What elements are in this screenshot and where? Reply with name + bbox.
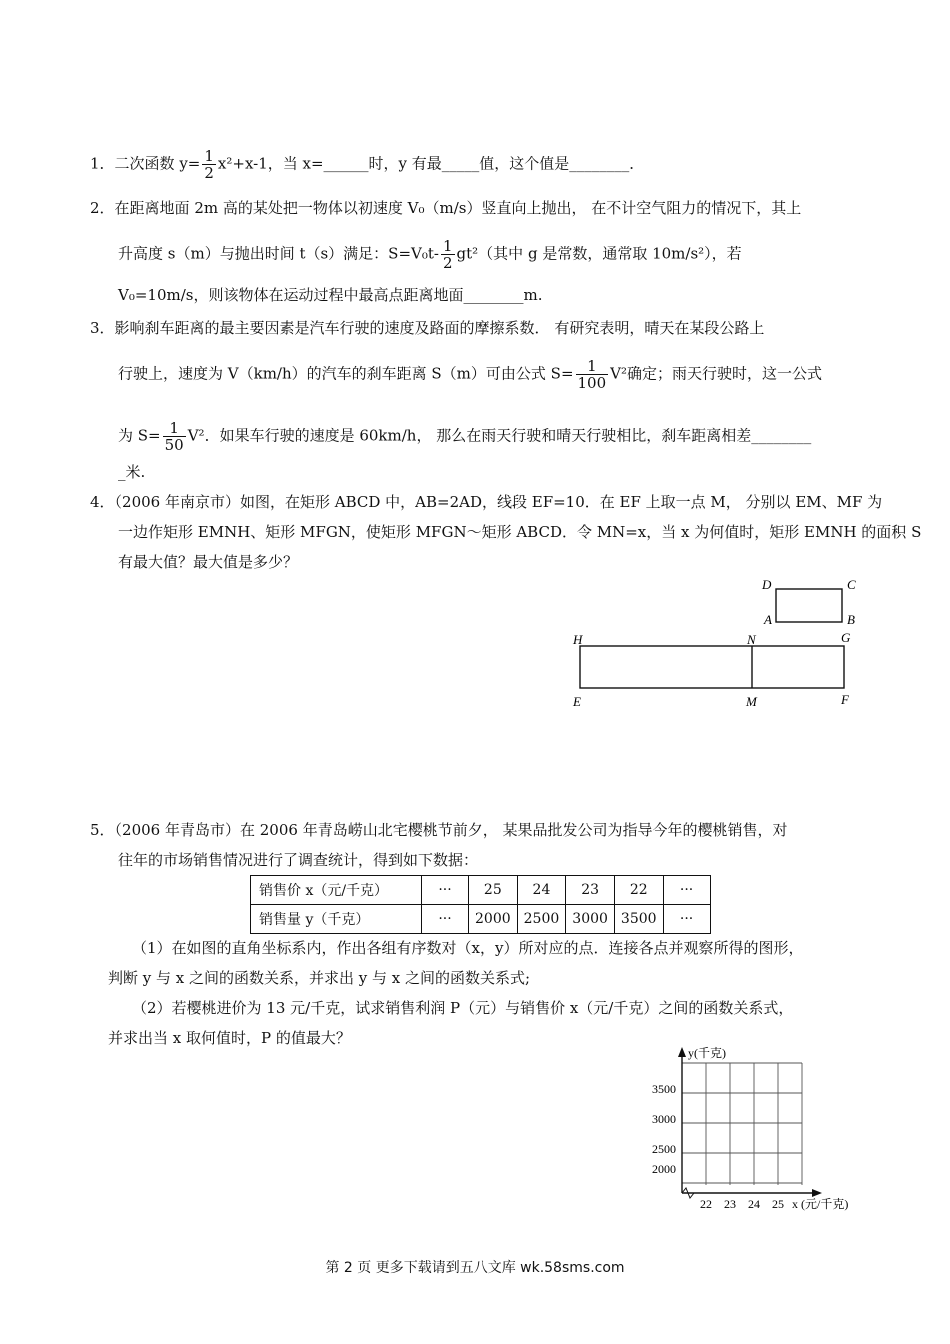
q3-frac2-den: 50 [164, 436, 184, 454]
page-footer: 第 2 页 更多下载请到五八文库 wk.58sms.com [325, 1260, 625, 1276]
q4-line-3 [118, 552, 298, 572]
q3-line-1 [90, 318, 764, 338]
x-axis-arrow-icon [812, 1189, 822, 1197]
q3-line-3 [118, 420, 811, 453]
q5-number: 5． [90, 821, 115, 839]
q3-text-2b: V²确定；雨天行驶时，这一公式 [610, 364, 823, 383]
q5-sub2-line-1 [132, 998, 793, 1018]
y-tick-label: 3000 [652, 1112, 676, 1126]
label-e: E [573, 694, 581, 709]
q2-frac-den: 2 [442, 254, 453, 272]
rect-abcd [776, 589, 842, 622]
q3-line-4 [118, 462, 145, 482]
q2-text-2a: 升高度 s（m）与抛出时间 t（s）满足：S=V₀t- [118, 244, 439, 263]
q1-line [90, 148, 644, 181]
grid-lines [682, 1063, 802, 1185]
q5-sub1-text-1: （1）在如图的直角坐标系内，作出各组有序数对（x，y）所对应的点．连接各点并观察所得的图形， [132, 939, 804, 957]
label-a: A [764, 612, 772, 627]
q5-sub1-text-2: 判断 y 与 x 之间的函数关系，并求出 y 与 x 之间的函数关系式; [108, 969, 531, 987]
q4-line-1 [90, 492, 882, 512]
q5-line-1 [90, 820, 787, 840]
label-f: F [841, 692, 849, 707]
q1-text-b: x²+x-1，当 x=______时，y 有最_____值，这个值是________． [217, 154, 645, 173]
q2-text-2b: gt²（其中 g 是常数，通常取 10m/s²），若 [456, 244, 742, 263]
y-tick-label: 2000 [652, 1162, 676, 1176]
q5-sub2-line-2 [108, 1028, 351, 1048]
table-cell: 2000 [469, 905, 518, 934]
q2-number: 2． [90, 199, 115, 217]
q3-fraction-2 [163, 420, 186, 453]
q3-frac2-num: 1 [163, 420, 186, 437]
q3-frac1-num: 1 [576, 358, 609, 375]
y-axis-label: y(千克) [688, 1046, 726, 1060]
x-tick-label: 22 [700, 1197, 712, 1211]
q4-text-2: 一边作矩形 EMNH、矩形 MFGN，使矩形 MFGN～矩形 ABCD．令 MN=x，当 x 为何值时，矩形 EMNH 的面积 S [118, 523, 922, 541]
label-m: M [746, 694, 757, 709]
q3-line-2 [118, 358, 822, 391]
q2-fraction [441, 238, 455, 271]
q2-line-1 [90, 198, 801, 218]
table-cell: ··· [422, 905, 469, 934]
q4-line-2 [118, 522, 921, 542]
x-tick-label: 23 [724, 1197, 736, 1211]
label-b: B [847, 612, 855, 627]
rect-efgh [580, 646, 844, 688]
q1-text-a: 二次函数 y= [114, 154, 201, 173]
table-cell: 25 [469, 876, 518, 905]
table-row [251, 876, 711, 905]
q1-fraction [202, 148, 216, 181]
q2-text-1: 在距离地面 2m 高的某处把一物体以初速度 V₀（m/s）竖直向上抛出， 在不计空气阻力的情况下，其上 [114, 199, 802, 217]
q2-text-3: V₀=10m/s，则该物体在运动过程中最高点距离地面________m. [118, 286, 543, 304]
label-h: H [573, 632, 583, 647]
x-tick-label: 25 [772, 1197, 784, 1211]
table-cell: 3500 [614, 905, 663, 934]
table-cell: ··· [663, 876, 710, 905]
table-cell-quantity-header: 销售量 y（千克） [251, 905, 422, 934]
q3-text-4: _米. [118, 463, 146, 481]
q3-text-2a: 行驶上，速度为 V（km/h）的汽车的刹车距离 S（m）可由公式 S= [118, 364, 574, 383]
q1-frac-num: 1 [204, 147, 214, 165]
table-cell: 3000 [566, 905, 615, 934]
q2-line-2 [118, 238, 742, 271]
table-cell-price-header: 销售价 x（元/千克） [251, 876, 422, 905]
table-row [251, 905, 711, 934]
table-cell: 22 [614, 876, 663, 905]
q3-text-3a: 为 S= [118, 426, 161, 445]
label-c: C [847, 577, 856, 592]
q5-sub2-text-2: 并求出当 x 取何值时，P 的值最大？ [108, 1029, 351, 1047]
q3-text-1: 影响刹车距离的最主要因素是汽车行驶的速度及路面的摩擦系数． 有研究表明，晴天在某段公路上 [114, 319, 765, 337]
label-n: N [747, 632, 756, 647]
label-g: G [841, 630, 851, 645]
q3-number: 3． [90, 319, 115, 337]
y-axis-arrow-icon [678, 1047, 686, 1057]
rectangle-figure [560, 572, 870, 712]
q4-number: 4． [90, 493, 115, 511]
q5-text-2: 往年的市场销售情况进行了调查统计，得到如下数据： [118, 851, 479, 869]
sales-table [250, 875, 711, 934]
q1-frac-den: 2 [204, 164, 214, 182]
q1-number: 1． [90, 154, 115, 173]
q5-sub1-line-2 [108, 968, 530, 988]
q5-sub1-line-1 [132, 938, 803, 958]
y-tick-label: 2500 [652, 1142, 676, 1156]
q4-text-3: 有最大值？最大值是多少？ [118, 553, 299, 571]
table-cell: 24 [517, 876, 566, 905]
label-d: D [762, 577, 772, 592]
q5-sub2-text-1: （2）若樱桃进价为 13 元/千克，试求销售利润 P（元）与销售价 x（元/千克）之间的函数关系式， [132, 999, 794, 1017]
q3-frac1-den: 100 [577, 374, 607, 392]
table-cell: ··· [422, 876, 469, 905]
x-axis-label: x (元/千克) [792, 1197, 849, 1211]
table-cell: 23 [566, 876, 615, 905]
q3-text-3b: V²．如果车行驶的速度是 60km/h， 那么在雨天行驶和晴天行驶相比，刹车距离相差________ [187, 426, 812, 445]
q5-text-1: （2006 年青岛市）在 2006 年青岛崂山北宅樱桃节前夕， 某果品批发公司为指导今年的樱桃销售，对 [114, 821, 788, 839]
coordinate-grid [640, 1045, 880, 1220]
q2-frac-num: 1 [442, 237, 453, 255]
y-tick-label: 3500 [652, 1082, 676, 1096]
x-tick-label: 24 [748, 1197, 760, 1211]
q5-line-2 [118, 850, 478, 870]
table-cell: 2500 [517, 905, 566, 934]
q3-fraction-1 [576, 358, 609, 391]
q4-text-1: （2006 年南京市）如图，在矩形 ABCD 中，AB=2AD，线段 EF=10．在 EF 上取一点 M， 分别以 EM、MF 为 [114, 493, 883, 511]
table-cell: ··· [663, 905, 710, 934]
q2-line-3 [118, 285, 542, 305]
